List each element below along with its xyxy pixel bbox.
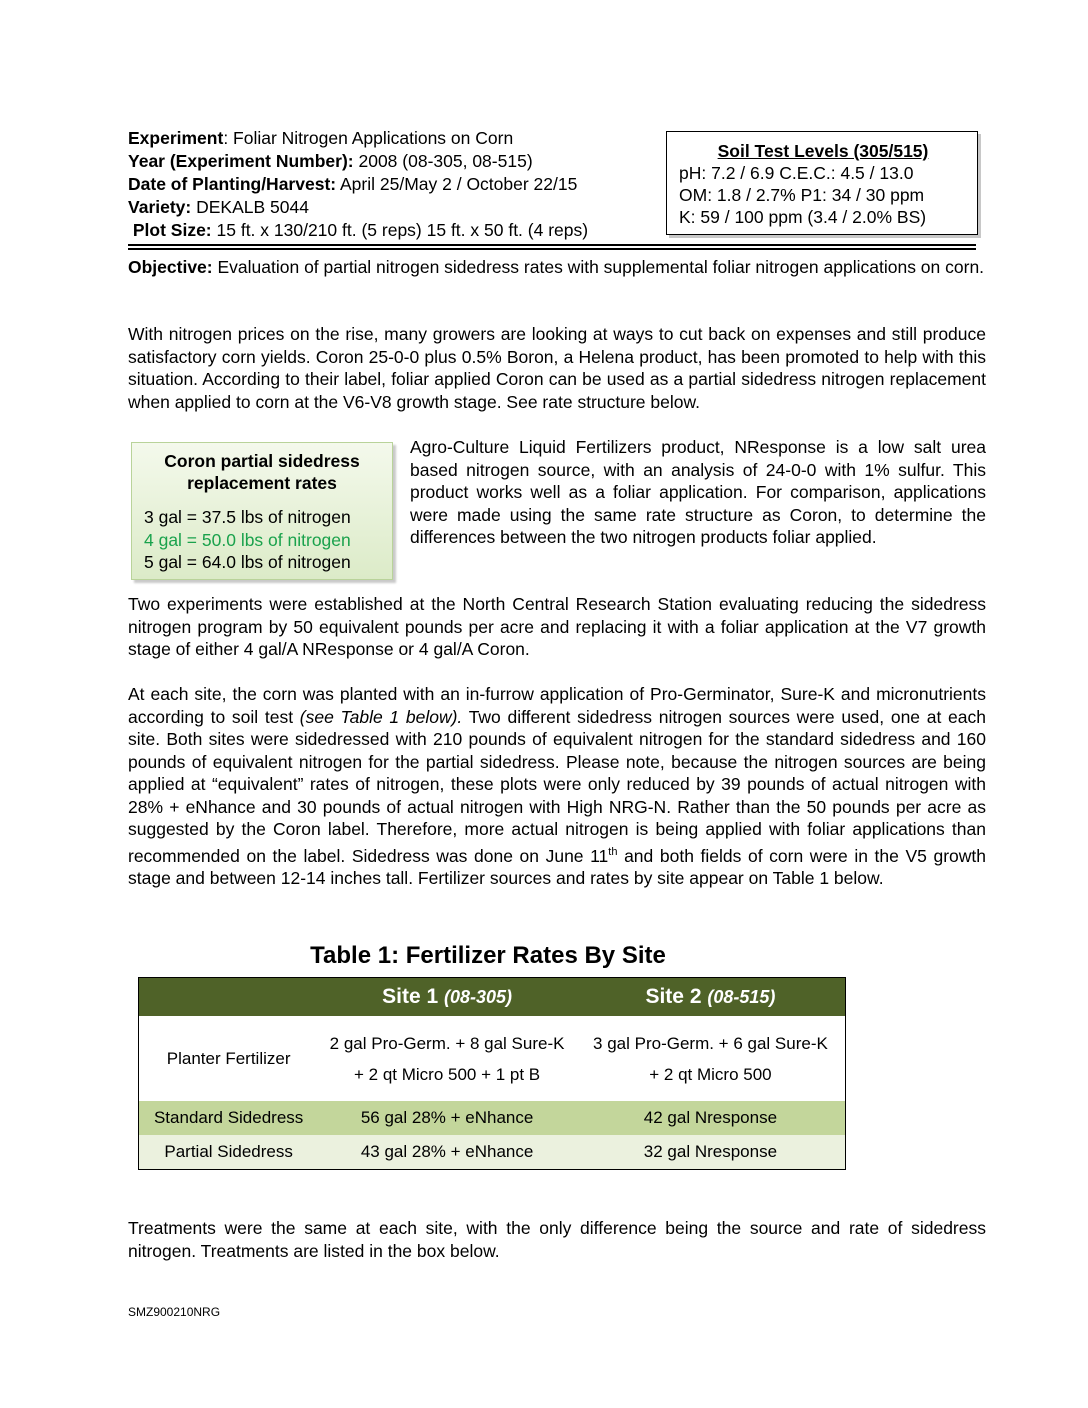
coron-title-line2: replacement rates [187, 473, 337, 493]
site2-label: Site 2 [645, 985, 708, 1008]
site1-id: (08-305) [443, 987, 513, 1007]
coron-rate-5gal: 5 gal = 64.0 lbs of nitrogen [144, 552, 351, 572]
fertilizer-rates-table [138, 977, 846, 1170]
methods-table-ref: (see Table 1 below). [299, 706, 463, 727]
row-label: Standard Sidedress [139, 1101, 319, 1135]
table-row [139, 1135, 846, 1170]
planting-value: April 25/May 2 / October 22/15 [336, 174, 578, 194]
year-label: Year (Experiment Number): [128, 151, 354, 171]
header-site1 [318, 978, 576, 1017]
site1-cell [318, 1016, 576, 1101]
table-row [139, 1016, 846, 1101]
coron-rates-box [131, 442, 393, 580]
header-empty-cell [139, 978, 319, 1017]
soil-test-box [666, 131, 978, 235]
site2-id: (08-515) [707, 987, 776, 1007]
document-code: SMZ900210NRG [128, 1305, 221, 1319]
site2-planter-line2: + 2 qt Micro 500 [649, 1064, 772, 1084]
experiments-paragraph: Two experiments were established at the North Central Research Station evaluating reducing the sidedress nitrogen program by 50 equivalent pounds per acre and replacing it with a foliar application at the V7 growth stage of either 4 gal/A NResponse or 4 gal/A Coron. [128, 594, 986, 659]
objective-paragraph [128, 256, 986, 279]
methods-paragraph [128, 683, 986, 889]
table-header-row [139, 978, 846, 1017]
methods-text-c: and both fields of corn were in the V5 growth stage and between 12-14 inches tall. Fertilizer sources and rates by site appear on Table 1 below. [128, 845, 986, 888]
experiment-header [128, 127, 988, 245]
soil-line-ph: pH: 7.2 / 6.9 C.E.C.: 4.5 / 13.0 [679, 163, 914, 183]
objective-text: Evaluation of partial nitrogen sidedress rates with supplemental foliar nitrogen applications on corn. [212, 257, 985, 277]
site1-cell: 56 gal 28% + eNhance [318, 1101, 576, 1135]
experiment-label: Experiment [128, 128, 224, 148]
experiment-meta [128, 127, 588, 242]
site1-planter-line1: 2 gal Pro-Germ. + 8 gal Sure-K [329, 1033, 565, 1053]
treatments-paragraph: Treatments were the same at each site, with the only difference being the source and rate of sidedress nitrogen. Treatments are listed in the box below. [128, 1218, 986, 1261]
soil-line-om: OM: 1.8 / 2.7% P1: 34 / 30 ppm [679, 185, 925, 205]
coron-box-title [132, 450, 392, 494]
nresponse-paragraph: Agro-Culture Liquid Fertilizers product, NResponse is a low salt urea based nitrogen source, with an analysis of 24-0-0 with 1% sulfur. This product works well as a foliar application. For comparison, applications were made using the same rate structure as Coron, to determine the differences between the two nitrogen products foliar applied. [410, 437, 986, 547]
row-label: Partial Sidedress [139, 1135, 319, 1170]
methods-sup: th [608, 845, 618, 858]
site2-planter-line1: 3 gal Pro-Germ. + 6 gal Sure-K [593, 1033, 828, 1053]
header-site2 [576, 978, 846, 1017]
plot-value: 15 ft. x 130/210 ft. (5 reps) 15 ft. x 50 ft. (4 reps) [211, 220, 589, 240]
header-rule-top [128, 244, 976, 246]
row-label: Planter Fertilizer [166, 1049, 291, 1068]
site2-cell: 42 gal Nresponse [576, 1101, 846, 1135]
variety-label: Variety: [128, 197, 192, 217]
coron-title-line1: Coron partial sidedress [164, 451, 360, 471]
site1-label: Site 1 [382, 985, 444, 1008]
table-row [139, 1101, 846, 1135]
coron-rate-3gal: 3 gal = 37.5 lbs of nitrogen [144, 507, 351, 527]
soil-line-k: K: 59 / 100 ppm (3.4 / 2.0% BS) [679, 207, 927, 227]
header-rule-bottom [128, 248, 976, 250]
experiment-value: : Foliar Nitrogen Applications on Corn [223, 128, 514, 148]
methods-text-a: At each site, the corn was planted with an in-furrow application of Pro-Germinator, Sure-K and micronutrients according to soil test [128, 684, 986, 727]
variety-value: DEKALB 5044 [191, 197, 309, 217]
planting-label: Date of Planting/Harvest: [128, 174, 337, 194]
year-value: 2008 (08-305, 08-515) [353, 151, 533, 171]
site2-cell: 32 gal Nresponse [576, 1135, 846, 1170]
coron-rates-list [144, 506, 351, 574]
coron-rate-4gal: 4 gal = 50.0 lbs of nitrogen [144, 529, 351, 550]
methods-text-b: Two different sidedress nitrogen sources were used, one at each site. Both sites were sidedressed with 210 pounds of equivalent nitrogen for the standard sidedress and 160 pounds of equivalent nitrogen for the partial sidedress. Please note, because the nitrogen sources are being applied at “equivalent” rates of nitrogen, these plots were only reduced by 39 pounds of actual nitrogen with 28% + eNhance and 30 pounds of actual nitrogen with High NRG-N. Rather than the 50 pounds per acre as suggested by the Coron label. Therefore, more actual nitrogen is being applied with foliar applications than recommended on the label. Sidedress was done on June 11 [128, 706, 986, 866]
soil-test-title: Soil Test Levels (305/515) [717, 141, 929, 161]
site1-cell: 43 gal 28% + eNhance [318, 1135, 576, 1170]
site2-cell [576, 1016, 846, 1101]
objective-label: Objective: [128, 257, 213, 277]
table-title: Table 1: Fertilizer Rates By Site [310, 942, 666, 969]
intro-paragraph: With nitrogen prices on the rise, many growers are looking at ways to cut back on expenses and still produce satisfactory corn yields. Coron 25-0-0 plus 0.5% Boron, a Helena product, has been promoted to help with this situation. According to their label, foliar applied Coron can be used as a partial sidedress nitrogen replacement when applied to corn at the V6-V8 growth stage. See rate structure below. [128, 324, 986, 412]
plot-label: Plot Size: [132, 220, 212, 240]
site1-planter-line2: + 2 qt Micro 500 + 1 pt B [353, 1064, 541, 1084]
